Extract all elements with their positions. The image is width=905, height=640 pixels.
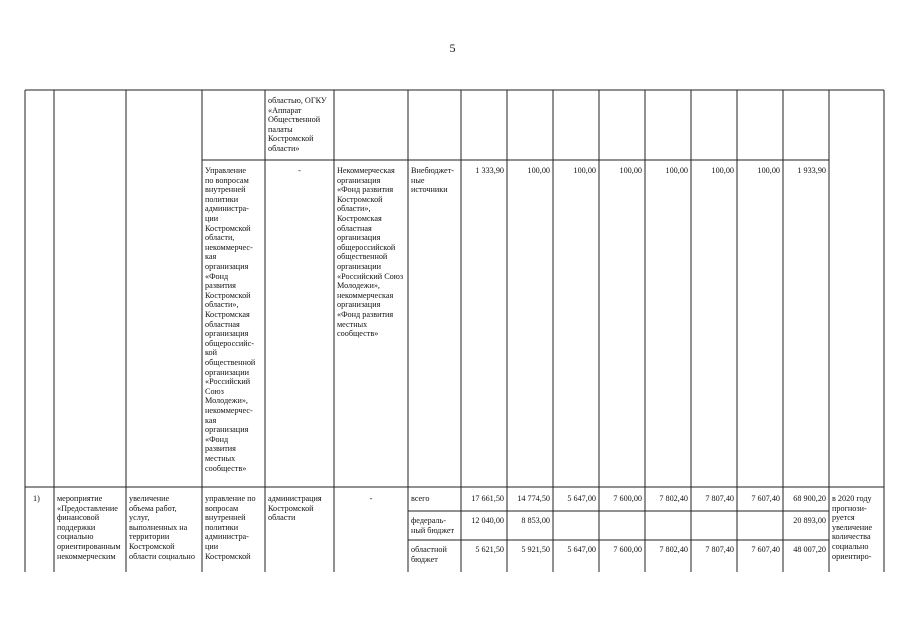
value-cell: 68 900,20 xyxy=(793,494,826,503)
budget-source: федераль- xyxy=(411,516,446,525)
text-line: ции xyxy=(205,214,219,223)
text-line: мероприятие xyxy=(57,494,103,503)
text-line: Управление xyxy=(205,166,247,175)
text-line: прогнози- xyxy=(832,503,867,513)
value-cell: 1 933,90 xyxy=(797,166,826,175)
text-line: Костромской xyxy=(337,194,383,204)
text-line: палаты xyxy=(268,124,293,134)
text-line: сообществ» xyxy=(337,329,379,339)
value-cell: 7 600,00 xyxy=(613,545,642,554)
text-line: политики xyxy=(205,522,239,532)
value-cell: 14 774,50 xyxy=(517,494,550,503)
text-line: организация xyxy=(205,329,249,339)
value-cell: 7 802,40 xyxy=(659,545,688,554)
text-line: увеличение xyxy=(129,494,170,503)
text-line: социально xyxy=(57,532,94,542)
text-line: финансовой xyxy=(57,513,100,523)
text-line: количества xyxy=(832,532,871,542)
value-cell: 17 661,50 xyxy=(471,494,504,503)
page-number: 5 xyxy=(449,41,456,55)
text-line: Костромская xyxy=(337,214,382,223)
text-line: Костромская xyxy=(205,310,250,319)
value-cell: 100,00 xyxy=(527,166,550,175)
text-line: организации xyxy=(337,262,381,271)
text-line: развития xyxy=(205,444,236,454)
item-number: 1) xyxy=(33,494,40,503)
text-line: ориентиро- xyxy=(832,551,872,561)
value-cell: 100,00 xyxy=(619,166,642,175)
text-line: области», xyxy=(205,300,239,310)
text-line: руется xyxy=(832,513,855,523)
value-cell: 7 807,40 xyxy=(705,545,734,554)
value-cell: 20 893,00 xyxy=(793,516,826,525)
text-line: местных xyxy=(205,454,236,463)
text-line: Союз xyxy=(205,386,224,396)
text-line: областью, ОГКУ xyxy=(268,96,327,105)
text-line: некоммерческая xyxy=(337,290,394,300)
text-line: области», xyxy=(337,204,371,214)
text-line: кая xyxy=(205,415,217,425)
text-line: «Фонд развития xyxy=(337,310,394,319)
text-line: объема работ, xyxy=(129,503,177,513)
value-cell: 7 607,40 xyxy=(751,494,780,503)
budget-source: всего xyxy=(411,494,430,503)
value-cell: 12 040,00 xyxy=(471,516,504,525)
text-line: Костромской xyxy=(129,542,175,551)
text-line: организация xyxy=(205,425,249,435)
budget-source: бюджет xyxy=(411,554,438,564)
text-line: организация xyxy=(205,262,249,271)
budget-source: ный бюджет xyxy=(411,525,455,535)
value-cell: 5 921,50 xyxy=(521,545,550,554)
value-cell: 100,00 xyxy=(573,166,596,175)
text-line: области социально xyxy=(129,551,195,561)
value-cell: 8 853,00 xyxy=(521,516,550,525)
text-line: социально xyxy=(832,542,869,551)
text-line: ные xyxy=(411,175,425,185)
text-line: общероссийс- xyxy=(205,338,254,348)
text-line: администрация xyxy=(268,494,322,503)
text-line: общероссийской xyxy=(337,242,396,252)
text-line: некоммерческим xyxy=(57,551,116,561)
budget-source: областной xyxy=(411,545,447,554)
text-line: Внебюджет- xyxy=(411,166,454,175)
text-line: Молодежи», xyxy=(205,396,248,406)
text-line: «Фонд xyxy=(205,434,229,444)
text-line: Общественной xyxy=(268,115,321,125)
text-line: областная xyxy=(205,319,240,329)
text-line: Костромской xyxy=(268,134,314,144)
text-line: внутренней xyxy=(205,185,246,195)
value-cell: 1 333,90 xyxy=(475,166,504,175)
value-cell: 7 607,40 xyxy=(751,545,780,554)
text-line: «Фонд развития xyxy=(337,185,394,195)
text-line: общественной xyxy=(337,252,388,262)
text-line: сообществ» xyxy=(205,463,247,473)
dash-mark: - xyxy=(298,166,301,175)
value-cell: 100,00 xyxy=(711,166,734,175)
text-line: вопросам xyxy=(205,503,239,513)
text-line: «Российский xyxy=(205,377,251,387)
text-line: источники xyxy=(411,185,448,195)
text-line: области, xyxy=(205,233,235,243)
text-line: в 2020 году xyxy=(832,494,872,503)
text-line: развития xyxy=(205,281,236,291)
text-line: «Предоставление xyxy=(57,503,118,513)
value-cell: 7 600,00 xyxy=(613,494,642,503)
text-line: «Аппарат xyxy=(268,105,302,115)
dash-mark: - xyxy=(369,494,373,503)
text-line: организация xyxy=(337,300,381,310)
value-cell: 5 621,50 xyxy=(475,545,504,554)
text-line: увеличение xyxy=(832,522,873,532)
text-line: поддержки xyxy=(57,522,96,532)
text-line: Костромской xyxy=(268,503,314,513)
text-line: организации xyxy=(205,367,249,377)
text-line: кой xyxy=(205,348,218,358)
text-line: некоммерчес- xyxy=(205,406,253,415)
text-line: организация xyxy=(337,233,381,243)
text-line: управление по xyxy=(205,494,256,503)
text-line: Костромской xyxy=(205,551,251,561)
text-line: услуг, xyxy=(129,513,150,523)
value-cell: 5 647,00 xyxy=(567,545,596,554)
value-cell: 100,00 xyxy=(757,166,780,175)
value-cell: 100,00 xyxy=(665,166,688,175)
text-line: областная xyxy=(337,223,372,233)
text-line: политики xyxy=(205,194,239,204)
text-line: по вопросам xyxy=(205,175,249,185)
text-line: администра- xyxy=(205,532,249,542)
text-line: администра- xyxy=(205,204,249,214)
text-line: организация xyxy=(337,175,381,185)
text-line: Некоммерческая xyxy=(337,166,395,175)
text-line: ции xyxy=(205,542,219,551)
text-line: территории xyxy=(129,532,170,542)
value-cell: 7 807,40 xyxy=(705,494,734,503)
text-line: внутренней xyxy=(205,513,246,523)
text-line: «Фонд xyxy=(205,271,229,281)
text-line: ориентированным xyxy=(57,542,121,551)
text-line: Молодежи», xyxy=(337,281,380,291)
text-line: общественной xyxy=(205,358,256,367)
text-line: «Российский Союз xyxy=(337,271,404,281)
value-cell: 7 802,40 xyxy=(659,494,688,503)
text-line: местных xyxy=(337,319,368,329)
text-line: области» xyxy=(268,144,300,153)
text-line: области xyxy=(268,513,296,523)
text-line: некоммерчес- xyxy=(205,242,253,252)
text-line: кая xyxy=(205,252,217,262)
text-line: выполненных на xyxy=(129,522,188,532)
value-cell: 48 007,20 xyxy=(793,545,826,554)
text-line: Костромской xyxy=(205,290,251,300)
value-cell: 5 647,00 xyxy=(567,494,596,503)
text-line: Костромской xyxy=(205,223,251,233)
